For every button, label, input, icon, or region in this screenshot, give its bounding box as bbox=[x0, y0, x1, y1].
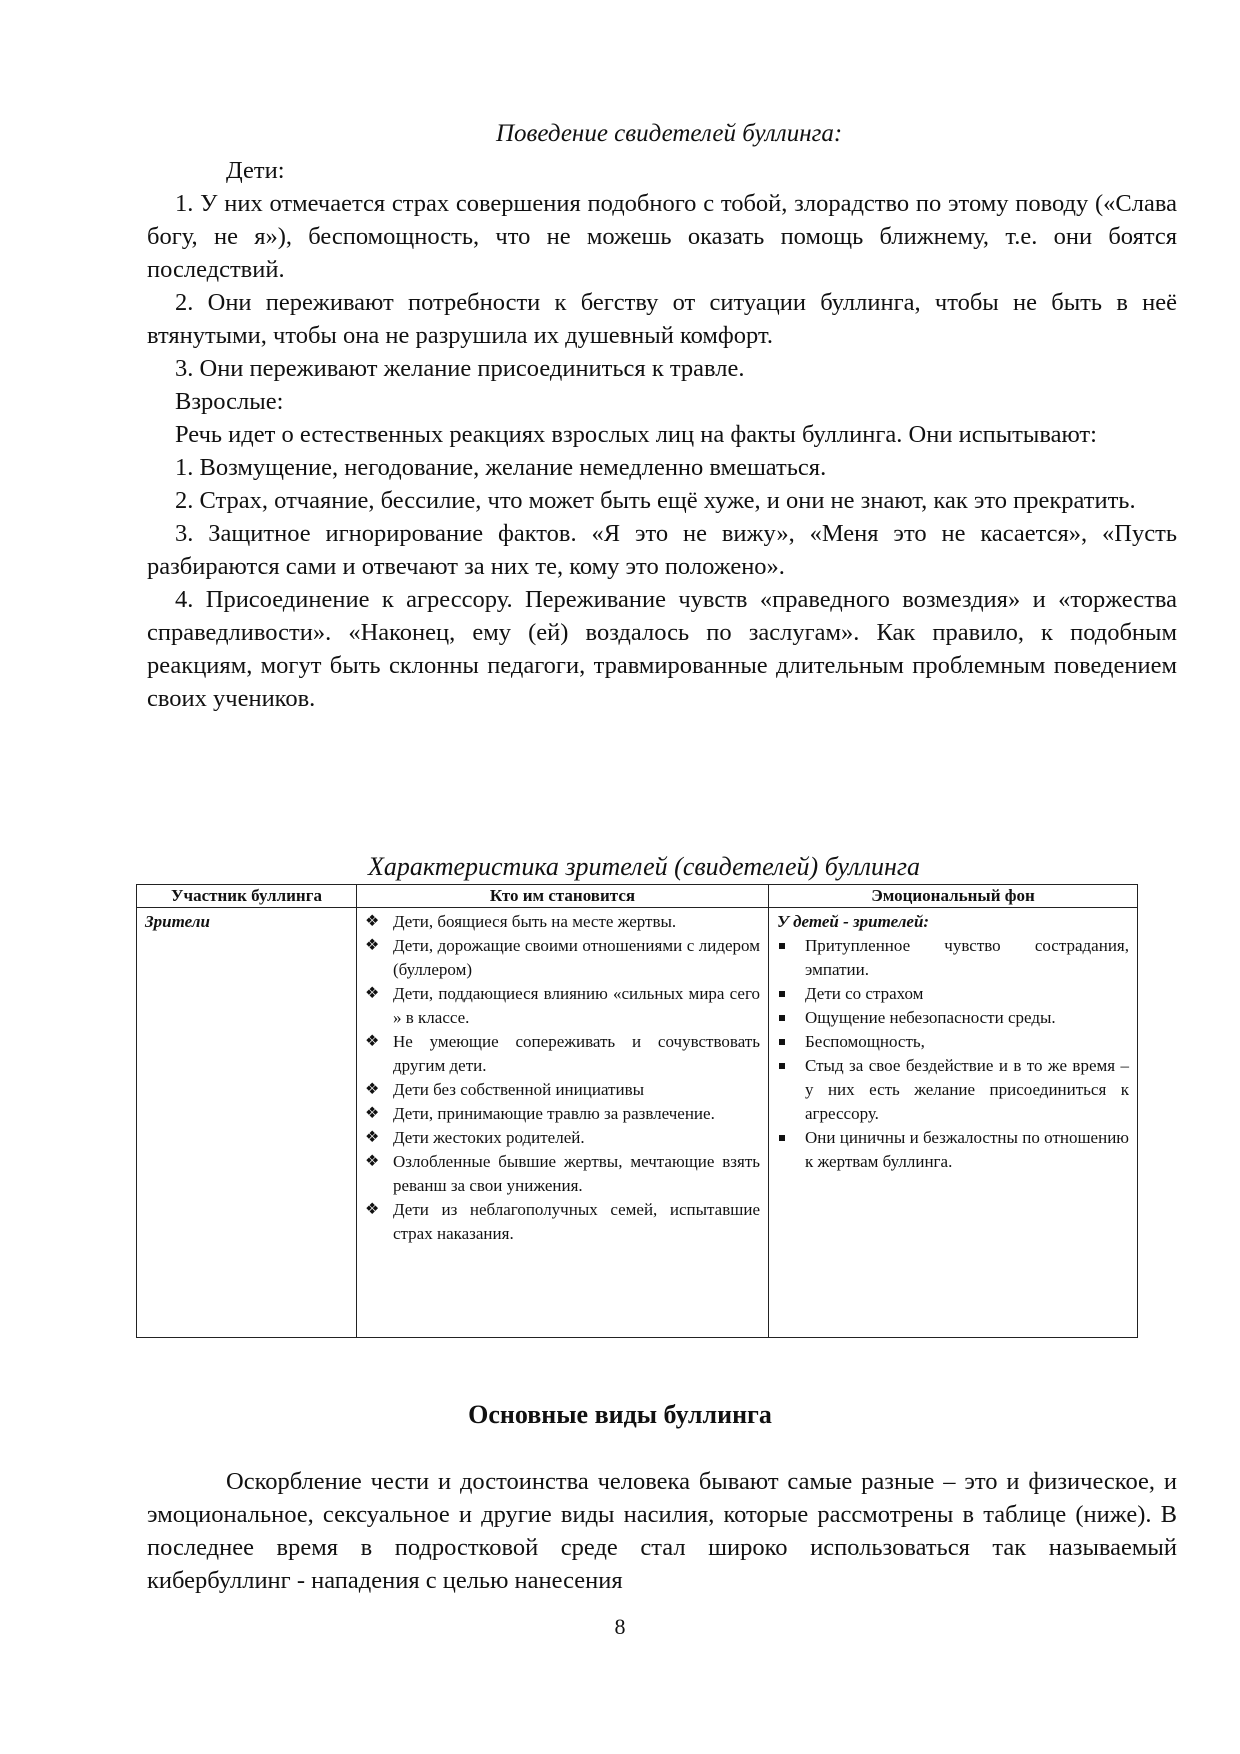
paragraph-children-3: 3. Они переживают желание присоединиться к травле. bbox=[175, 355, 745, 382]
square-bullet-icon bbox=[779, 1039, 785, 1045]
header-participant: Участник буллинга bbox=[137, 885, 357, 908]
diamond-bullet-icon: ❖ bbox=[365, 985, 380, 1002]
list-item: ❖ Дети, принимающие травлю за развлечение. bbox=[365, 1102, 760, 1126]
list-item: ❖ Дети, поддающиеся влиянию «сильных мира сего » в классе. bbox=[365, 984, 760, 1027]
diamond-bullet-icon: ❖ bbox=[365, 937, 380, 954]
section-heading-bullying-types: Основные виды буллинга bbox=[468, 1400, 772, 1429]
list-item: ❖ Дети, дорожащие своими отношениями с лидером (буллером) bbox=[365, 936, 760, 979]
header-who: Кто им становится bbox=[357, 885, 769, 908]
emotion-heading: У детей - зрителей: bbox=[777, 912, 930, 931]
paragraph-adults-intro: Речь идет о естественных реакциях взрослых лиц на факты буллинга. Они испытывают: bbox=[175, 421, 1097, 448]
square-bullet-icon bbox=[779, 991, 785, 997]
list-item: Ощущение небезопасности среды. bbox=[777, 1006, 1129, 1030]
square-bullet-icon bbox=[779, 1135, 785, 1141]
list-item: ❖ Дети жестоких родителей. bbox=[365, 1126, 760, 1150]
square-bullet-icon bbox=[779, 943, 785, 949]
paragraph-children-2: 2. Они переживают потребности к бегству от ситуации буллинга, чтобы не быть в неё втянутыми, чтобы она не разрушила их душевный комфорт. bbox=[147, 289, 1177, 349]
paragraph-adults-4: 4. Присоединение к агрессору. Переживание чувств «праведного возмездия» и «торжества справедливости». «Наконец, ему (ей) воздалось по заслугам». Как правило, к подобным реакциям, могут быть склонны педагоги, травмированные длительным проблемным поведением своих учеников. bbox=[147, 586, 1177, 712]
cell-emotion bbox=[769, 908, 1138, 1338]
list-item: Беспомощность, bbox=[777, 1030, 1129, 1054]
paragraph-adults-3: 3. Защитное игнорирование фактов. «Я это не вижу», «Меня это не касается», «Пусть разбираются сами и отвечают за них те, кому это положено». bbox=[147, 520, 1177, 580]
list-item: Они циничны и безжалостны по отношению к жертвам буллинга. bbox=[777, 1126, 1129, 1174]
list-item: Дети со страхом bbox=[777, 982, 1129, 1006]
emotion-list bbox=[777, 934, 1129, 1174]
header-emotion: Эмоциональный фон bbox=[769, 885, 1138, 908]
table-caption: Характеристика зрителей (свидетелей) буллинга bbox=[368, 852, 920, 881]
diamond-bullet-icon: ❖ bbox=[365, 1153, 380, 1170]
paragraph-adults-1: 1. Возмущение, негодование, желание немедленно вмешаться. bbox=[175, 454, 827, 481]
diamond-bullet-icon: ❖ bbox=[365, 1129, 380, 1146]
cell-role bbox=[137, 908, 357, 1338]
list-item: Стыд за свое бездействие и в то же время – у них есть желание присоединиться к агрессору. bbox=[777, 1054, 1129, 1126]
list-item: ❖ Дети без собственной инициативы bbox=[365, 1078, 760, 1102]
square-bullet-icon bbox=[779, 1015, 785, 1021]
paragraph-adults-2: 2. Страх, отчаяние, бессилие, что может быть ещё хуже, и они не знают, как это прекратить. bbox=[175, 487, 1136, 514]
paragraph-adults-label: Взрослые: bbox=[175, 388, 284, 415]
paragraph-children-label: Дети: bbox=[226, 157, 285, 184]
diamond-bullet-icon: ❖ bbox=[365, 1105, 380, 1122]
bullying-types-text bbox=[147, 1465, 1177, 1597]
diamond-bullet-icon: ❖ bbox=[365, 913, 380, 930]
table-row bbox=[137, 908, 1138, 1338]
witness-behavior-text bbox=[147, 154, 1177, 715]
list-item: ❖ Озлобленные бывшие жертвы, мечтающие взять реванш за свои унижения. bbox=[365, 1152, 760, 1195]
list-item: ❖ Дети, боящиеся быть на месте жертвы. bbox=[365, 910, 760, 934]
spectators-table bbox=[136, 884, 1138, 1338]
who-list bbox=[365, 910, 760, 1246]
role-label: Зрители bbox=[145, 912, 210, 931]
cell-who bbox=[357, 908, 769, 1338]
section-heading-witness-behavior: Поведение свидетелей буллинга: bbox=[496, 120, 843, 147]
list-item: Притупленное чувство сострадания, эмпатии. bbox=[777, 934, 1129, 982]
paragraph-children-1: 1. У них отмечается страх совершения подобного с тобой, злорадство по этому поводу («Слава богу, не я»), беспомощность, что не можешь оказать помощь ближнему, т.е. они боятся последствий. bbox=[147, 190, 1177, 283]
diamond-bullet-icon: ❖ bbox=[365, 1033, 380, 1050]
table-header-row bbox=[137, 885, 1138, 908]
diamond-bullet-icon: ❖ bbox=[365, 1201, 380, 1218]
diamond-bullet-icon: ❖ bbox=[365, 1081, 380, 1098]
list-item: ❖ Не умеющие сопереживать и сочувствовать другим дети. bbox=[365, 1032, 760, 1075]
page-number: 8 bbox=[614, 1614, 626, 1639]
paragraph-bullying-types: Оскорбление чести и достоинства человека бывают самые разные – это и физическое, и эмоциональное, сексуальное и другие виды насилия, которые рассмотрены в таблице (ниже). В последнее время в подростковой среде стал широко использоваться так называемый кибербуллинг - нападения с целью нанесения bbox=[147, 1468, 1177, 1594]
list-item: ❖ Дети из неблагополучных семей, испытавшие страх наказания. bbox=[365, 1200, 760, 1243]
square-bullet-icon bbox=[779, 1063, 785, 1069]
